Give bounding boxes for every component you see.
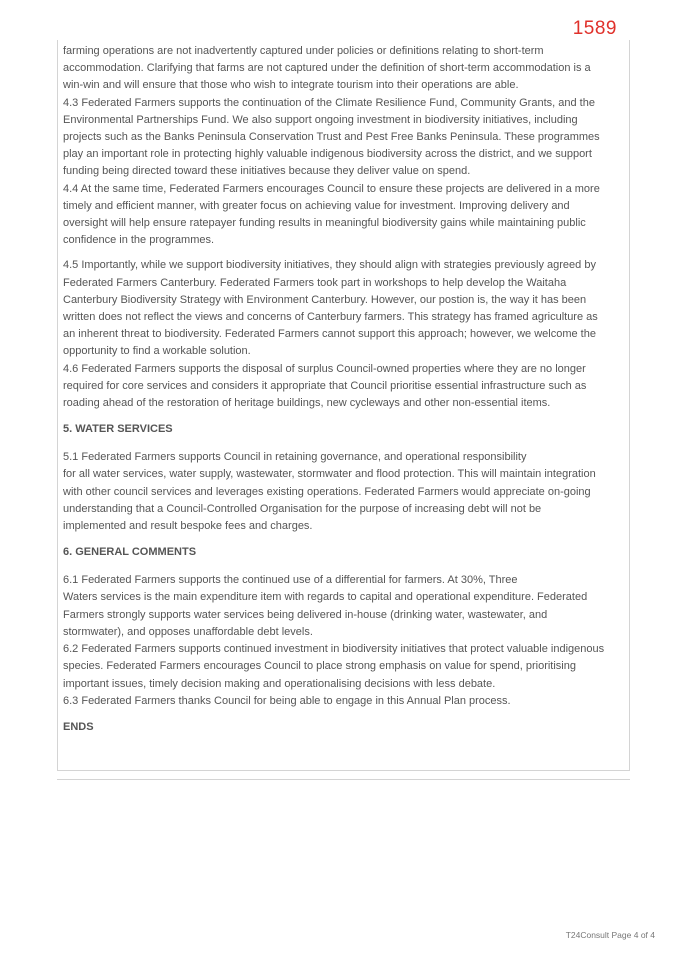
text-line: 5.1 Federated Farmers supports Council in retaining governance, and operational responsibility: [63, 451, 527, 464]
text-line: Canterbury Biodiversity Strategy with Environment Canterbury. However, our postion is, the way it has been: [63, 293, 587, 306]
text-line: implemented and result bespoke fees and charges.: [63, 520, 313, 533]
paragraph-4-6: [63, 361, 629, 413]
text-line: 4.6 Federated Farmers supports the disposal of surplus Council-owned properties where they are no longer: [63, 362, 586, 375]
text-line: funding being directed toward these initiatives because they deliver value on spend.: [63, 165, 471, 178]
text-line: species. Federated Farmers encourages Council to place strong emphasis on value for spend, prioritising: [63, 660, 576, 673]
text-line: for all water services, water supply, wastewater, stormwater and flood protection. This will maintain integration: [63, 468, 596, 481]
paragraph-4-3: [63, 95, 629, 181]
text-line: understanding that a Council-Controlled Organisation for the purpose of increasing debt will not be: [63, 502, 542, 515]
paragraph-4-4: [63, 181, 629, 250]
text-line: 6.2 Federated Farmers supports continued investment in biodiversity initiatives that protect valuable indigenous: [63, 643, 605, 656]
text-line: 6.3 Federated Farmers thanks Council for being able to engage in this Annual Plan process.: [63, 694, 511, 707]
text-line: play an important role in protecting highly valuable indigenous biodiversity across the district, and we support: [63, 148, 592, 161]
page-number: 1589: [572, 18, 617, 39]
submission-content: [57, 40, 630, 771]
text-line: accommodation. Clarifying that farms are not captured under the definition of short-term accommodation is a: [63, 62, 591, 75]
text-line: required for core services and considers it appropriate that Council prioritise essential infrastructure such as: [63, 379, 587, 392]
text-line: stormwater), and opposes unaffordable debt levels.: [63, 625, 313, 638]
paragraph-6-3: [63, 693, 629, 710]
text-line: roading ahead of the restoration of heritage buildings, new cycleways and other non-essential items.: [63, 397, 551, 410]
text-line: 4.3 Federated Farmers supports the continuation of the Climate Resilience Fund, Community Grants, and the: [63, 96, 595, 109]
paragraph-6-2: [63, 641, 629, 693]
text-line: oversight will help ensure ratepayer funding results in meaningful biodiversity gains while maintaining public: [63, 217, 586, 230]
text-line: 6.1 Federated Farmers supports the continued use of a differential for farmers. At 30%, Three: [63, 574, 518, 587]
text-line: Waters services is the main expenditure item with regards to capital and operational expenditure. Federated: [63, 591, 588, 604]
text-line: written does not reflect the views and concerns of Canterbury farmers. This strategy has framed agriculture as: [63, 311, 598, 324]
text-line: 4.5 Importantly, while we support biodiversity initiatives, they should align with strategies previously agreed by: [63, 259, 596, 272]
page-footer: T24Consult Page 4 of 4: [565, 930, 655, 940]
text-line: 4.4 At the same time, Federated Farmers encourages Council to ensure these projects are delivered in a more: [63, 182, 600, 195]
paragraph-4-5: [63, 257, 629, 360]
section-heading-general-comments: 6. GENERAL COMMENTS: [63, 546, 197, 559]
text-line: win-win and will ensure that those who wish to integrate tourism into their operations are able.: [63, 79, 519, 92]
text-line: important issues, timely decision making and operationalising decisions with less debate.: [63, 677, 496, 690]
text-line: Environmental Partnerships Fund. We also support ongoing investment in biodiversity initiatives, including: [63, 113, 578, 126]
paragraph-6-1: [63, 572, 629, 641]
text-line: projects such as the Banks Peninsula Conservation Trust and Pest Free Banks Peninsula. These programmes: [63, 131, 600, 144]
text-line: Farmers strongly supports water services being delivered in-house (drinking water, wastewater, and: [63, 608, 548, 621]
section-heading-water-services: 5. WATER SERVICES: [63, 423, 173, 436]
text-line: with other council services and leverages existing operations. Federated Farmers would appreciate on-going: [63, 485, 591, 498]
text-line: opportunity to find a workable solution.: [63, 345, 251, 358]
text-line: farming operations are not inadvertently captured under policies or definitions relating to short-term: [63, 45, 544, 57]
text-line: confidence in the programmes.: [63, 234, 215, 247]
divider: [57, 779, 630, 780]
ends-marker: ENDS: [63, 720, 94, 733]
text-line: Federated Farmers Canterbury. Federated Farmers took part in workshops to help develop the Waitaha: [63, 276, 567, 289]
text-line: an inherent threat to biodiversity. Federated Farmers cannot support this approach; however, we welcome the: [63, 328, 596, 341]
paragraph-5-1: [63, 449, 629, 535]
paragraph-4-2-continued: [63, 43, 629, 95]
text-line: timely and efficient manner, with greater focus on achieving value for investment. Improving delivery and: [63, 199, 570, 212]
